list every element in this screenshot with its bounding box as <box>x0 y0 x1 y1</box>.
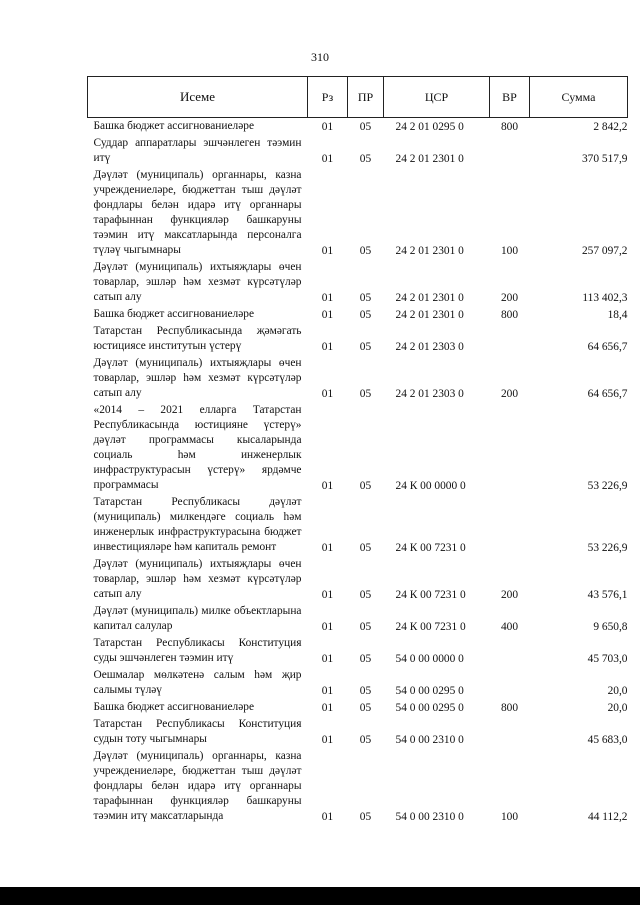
row-rz: 01 <box>321 480 334 492</box>
row-csr: 24 2 01 2301 0 <box>395 153 464 165</box>
row-csr: 24 К 00 0000 0 <box>395 480 466 492</box>
row-name: Дәүләт (муниципаль) органнары, казна учреждениеләре, бюджеттан тыш дәүләт фондлары белән идарә итү органнары тарафыннан функцияләр башкаруны тәэмин итү максатларында <box>93 750 302 822</box>
row-rz: 01 <box>321 589 334 601</box>
row-pr: 05 <box>359 480 372 492</box>
row-pr: 05 <box>359 153 372 165</box>
row-name: Дәүләт (муниципаль) ихтыяҗлары өчен товарлар, эшләр һәм хезмәт күрсәтүләр сатып алу <box>93 558 302 600</box>
row-name: Татарстан Республикасы Конституция судын тоту чыгымнары <box>93 718 302 745</box>
row-sum: 45 703,0 <box>587 653 628 665</box>
table-row <box>88 716 628 748</box>
row-csr: 24 2 01 2301 0 <box>395 245 464 257</box>
row-csr: 24 2 01 2303 0 <box>395 388 464 400</box>
row-name: Башка бюджет ассигнованиеләре <box>93 308 255 320</box>
table-row <box>88 167 628 259</box>
row-vr: 800 <box>500 702 519 714</box>
table-row <box>88 494 628 556</box>
row-vr <box>490 716 530 748</box>
row-rz: 01 <box>321 341 334 353</box>
row-rz: 01 <box>321 292 334 304</box>
table-body <box>88 118 628 826</box>
row-vr: 100 <box>500 811 519 823</box>
table-header-row <box>88 77 628 118</box>
row-pr: 05 <box>359 589 372 601</box>
table-row <box>88 748 628 825</box>
table-row <box>88 323 628 355</box>
row-pr: 05 <box>359 653 372 665</box>
row-csr: 54 0 00 0295 0 <box>395 685 464 697</box>
row-sum: 64 656,7 <box>587 341 628 353</box>
table-row <box>88 635 628 667</box>
row-rz: 01 <box>321 653 334 665</box>
scan-bottom-border <box>0 887 640 905</box>
row-rz: 01 <box>321 388 334 400</box>
row-name: Дәүләт (муниципаль) ихтыяҗлары өчен товарлар, эшләр һәм хезмәт күрсәтүләр сатып алу <box>93 357 302 399</box>
row-vr: 200 <box>500 589 519 601</box>
row-vr: 200 <box>500 388 519 400</box>
table-row <box>88 135 628 167</box>
row-sum: 53 226,9 <box>587 480 628 492</box>
row-sum: 370 517,9 <box>581 153 628 165</box>
row-csr: 24 К 00 7231 0 <box>395 542 466 554</box>
row-sum: 44 112,2 <box>588 811 628 823</box>
row-csr: 54 0 00 0295 0 <box>395 702 464 714</box>
row-name: Дәүләт (муниципаль) органнары, казна учреждениеләре, бюджеттан тыш дәүләт фондлары белән идарә итү органнары тарафыннан функцияләр башкаруны тәэмин итү максатларында персоналга түләү чыгымнары <box>93 169 302 256</box>
table-row <box>88 603 628 635</box>
row-pr: 05 <box>359 702 372 714</box>
row-pr: 05 <box>359 388 372 400</box>
header-pr: ПР <box>348 77 384 118</box>
row-vr <box>490 135 530 167</box>
row-csr: 54 0 00 0000 0 <box>395 653 464 665</box>
row-vr <box>490 323 530 355</box>
table-row <box>88 667 628 699</box>
row-vr <box>490 494 530 556</box>
row-sum: 20,0 <box>607 702 628 714</box>
row-vr: 800 <box>500 309 519 321</box>
row-csr: 24 К 00 7231 0 <box>395 621 466 633</box>
row-vr: 800 <box>500 121 519 133</box>
row-sum: 2 842,2 <box>593 121 628 133</box>
row-pr: 05 <box>359 121 372 133</box>
row-sum: 257 097,2 <box>581 245 628 257</box>
row-sum: 43 576,1 <box>587 589 628 601</box>
table-row <box>88 306 628 323</box>
row-name: Суддар аппаратлары эшчәнлеген тәэмин итү <box>93 137 302 164</box>
header-csr: ЦСР <box>384 77 490 118</box>
row-rz: 01 <box>321 702 334 714</box>
row-csr: 54 0 00 2310 0 <box>395 734 464 746</box>
row-csr: 24 2 01 0295 0 <box>395 121 464 133</box>
row-pr: 05 <box>359 245 372 257</box>
row-name: «2014 – 2021 елларга Татарстан Республикасында юстицияне үстерү» дәүләт программасы кысаларында социаль һәм инженерлык инфраструктурасын үстерү» ярдәмче программасы <box>93 404 302 491</box>
row-sum: 20,0 <box>607 685 628 697</box>
row-pr: 05 <box>359 811 372 823</box>
table-row <box>88 402 628 494</box>
row-rz: 01 <box>321 245 334 257</box>
header-sum: Сумма <box>530 77 628 118</box>
row-pr: 05 <box>359 542 372 554</box>
row-sum: 9 650,8 <box>593 621 628 633</box>
row-csr: 54 0 00 2310 0 <box>395 811 464 823</box>
table-row <box>88 556 628 603</box>
row-name: Дәүләт (муниципаль) милке объектларына капитал салулар <box>93 605 302 632</box>
page-number: 310 <box>311 50 329 64</box>
row-sum: 113 402,3 <box>582 292 628 304</box>
row-rz: 01 <box>321 811 334 823</box>
row-name: Татарстан Республикасында җәмәгать юстициясе институтын үстерү <box>93 325 302 352</box>
row-rz: 01 <box>321 685 334 697</box>
row-pr: 05 <box>359 309 372 321</box>
row-vr: 100 <box>500 245 519 257</box>
row-vr: 400 <box>500 621 519 633</box>
row-pr: 05 <box>359 621 372 633</box>
budget-table <box>87 76 628 825</box>
header-vr: ВР <box>490 77 530 118</box>
row-sum: 64 656,7 <box>587 388 628 400</box>
row-pr: 05 <box>359 292 372 304</box>
row-csr: 24 К 00 7231 0 <box>395 589 466 601</box>
row-rz: 01 <box>321 621 334 633</box>
header-rz: Рз <box>308 77 348 118</box>
row-sum: 18,4 <box>607 309 628 321</box>
row-rz: 01 <box>321 542 334 554</box>
row-vr: 200 <box>500 292 519 304</box>
row-vr <box>490 402 530 494</box>
header-name: Исеме <box>88 77 308 118</box>
table-row <box>88 118 628 136</box>
row-pr: 05 <box>359 734 372 746</box>
row-vr <box>490 667 530 699</box>
row-name: Татарстан Республикасы Конституция суды эшчәнлеген тәэмин итү <box>93 637 302 664</box>
table-row <box>88 259 628 306</box>
row-name: Татарстан Республикасы дәүләт (муниципаль) милкендәге социаль һәм инженерлык инфраструктурасына бюджет инвестицияләре һәм капиталь ремонт <box>93 496 302 553</box>
row-csr: 24 2 01 2301 0 <box>395 292 464 304</box>
row-csr: 24 2 01 2303 0 <box>395 341 464 353</box>
row-rz: 01 <box>321 121 334 133</box>
row-sum: 53 226,9 <box>587 542 628 554</box>
row-csr: 24 2 01 2301 0 <box>395 309 464 321</box>
row-name: Оешмалар мөлкәтенә салым һәм җир салымы түләү <box>93 669 302 696</box>
row-name: Башка бюджет ассигнованиеләре <box>93 120 255 132</box>
row-rz: 01 <box>321 153 334 165</box>
row-vr <box>490 635 530 667</box>
row-pr: 05 <box>359 685 372 697</box>
row-pr: 05 <box>359 341 372 353</box>
row-name: Башка бюджет ассигнованиеләре <box>93 701 255 713</box>
row-sum: 45 683,0 <box>587 734 628 746</box>
row-rz: 01 <box>321 309 334 321</box>
table-row <box>88 699 628 716</box>
row-name: Дәүләт (муниципаль) ихтыяҗлары өчен товарлар, эшләр һәм хезмәт күрсәтүләр сатып алу <box>93 261 302 303</box>
row-rz: 01 <box>321 734 334 746</box>
table-row <box>88 355 628 402</box>
